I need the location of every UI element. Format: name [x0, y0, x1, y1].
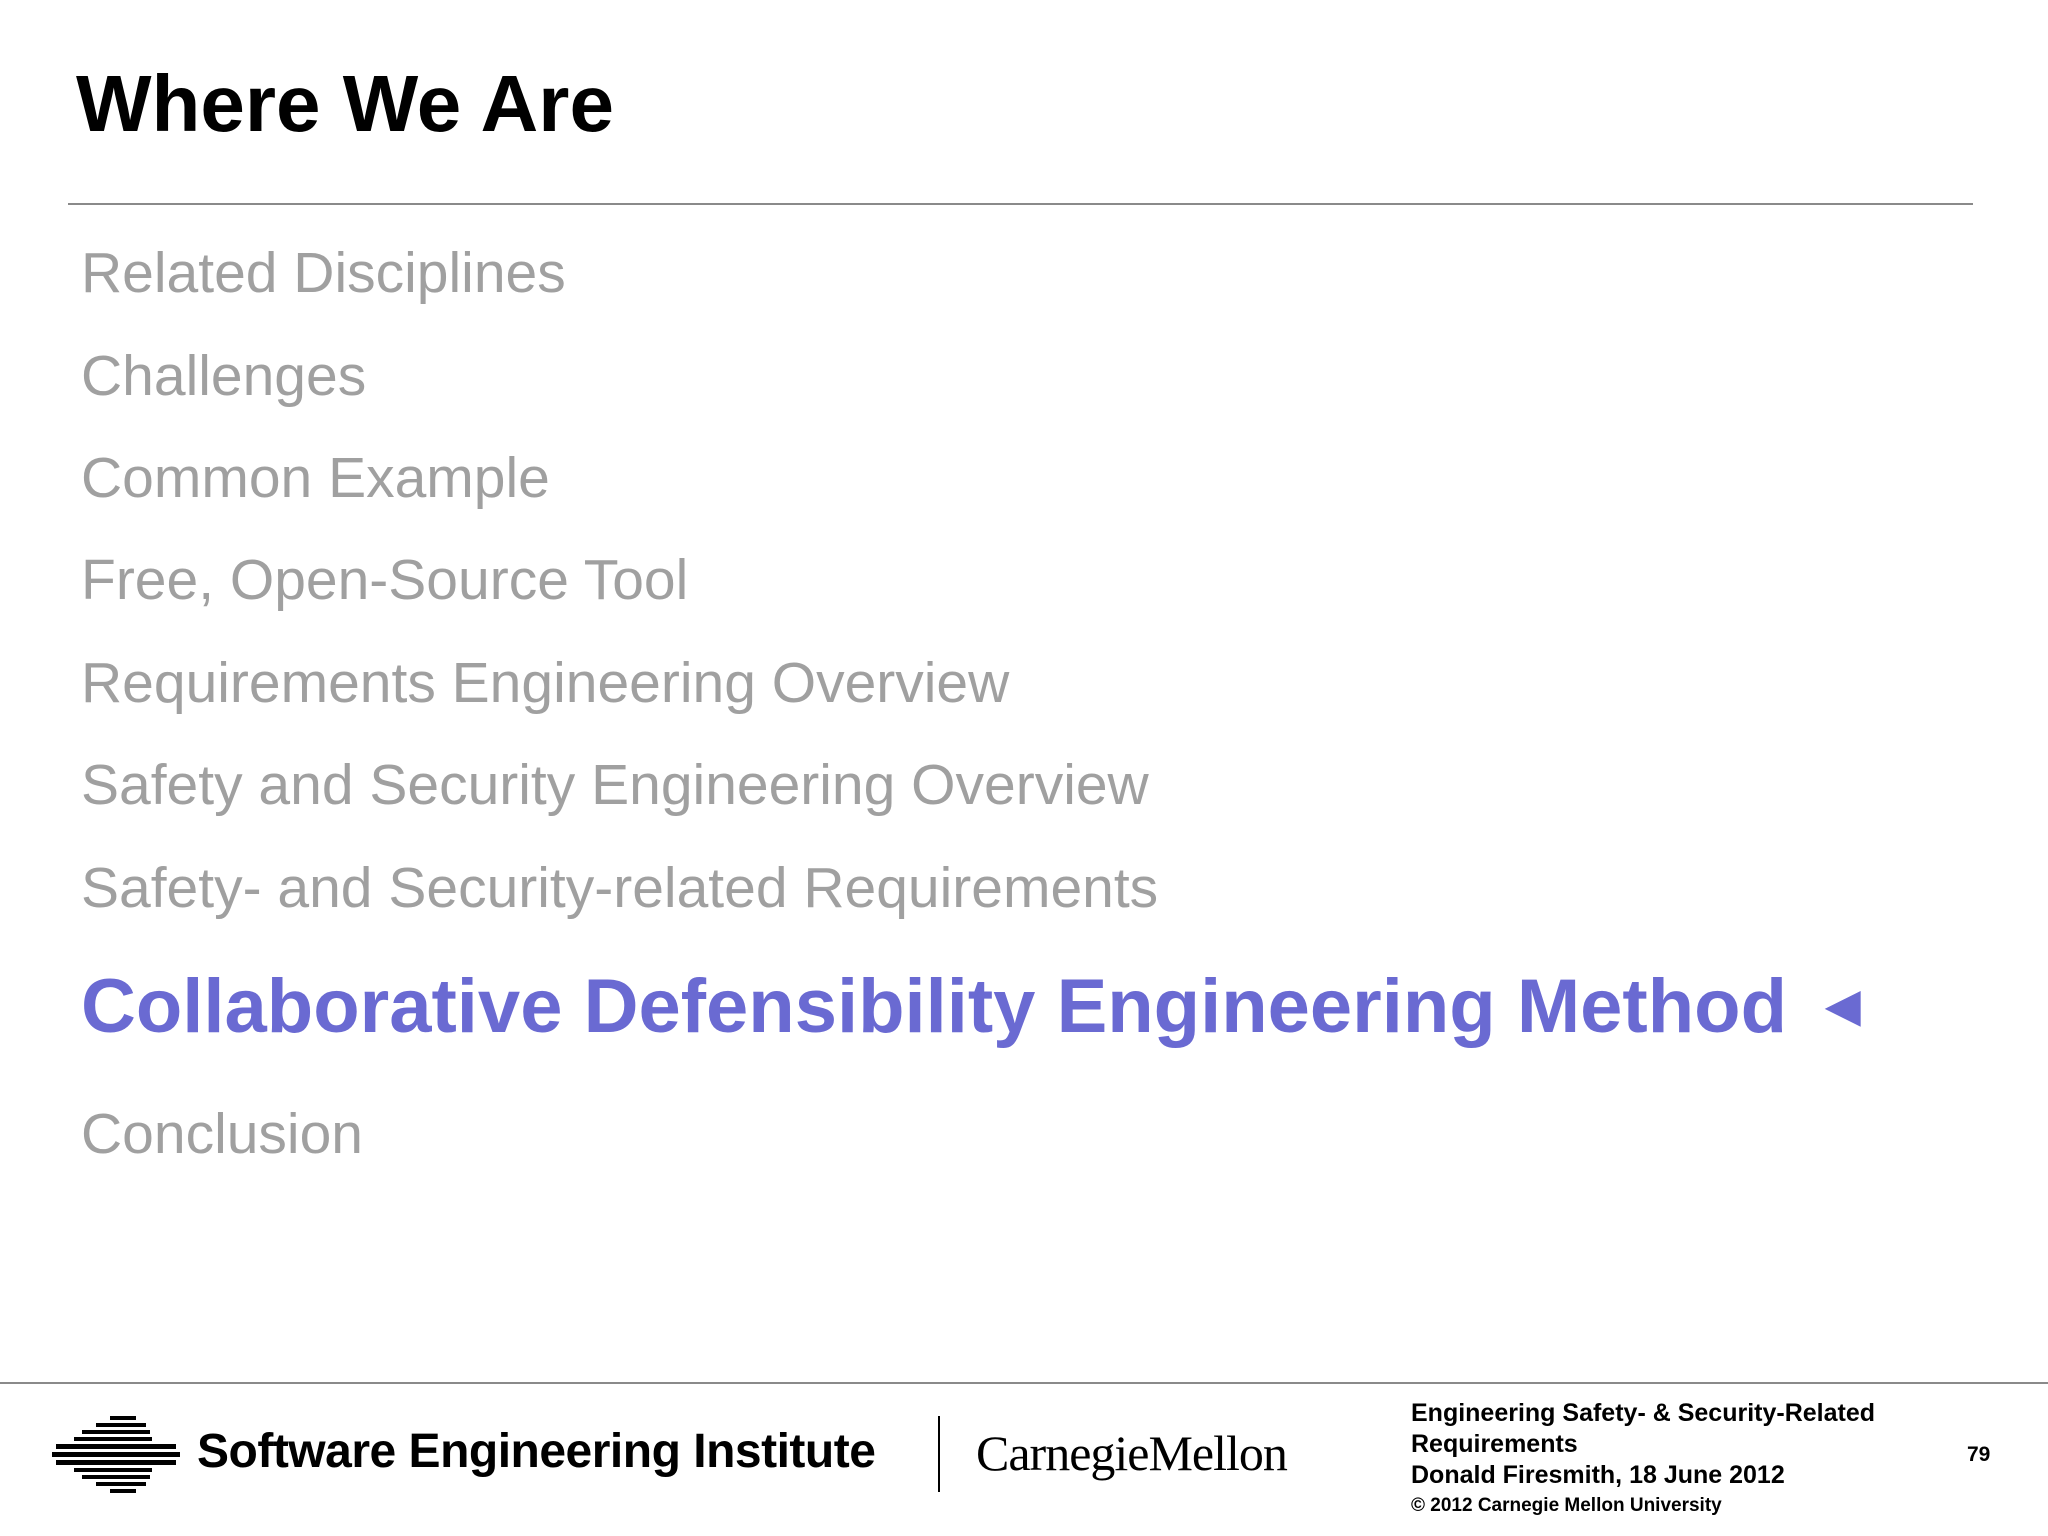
agenda-item-label: Requirements Engineering Overview [81, 651, 1010, 715]
sei-name: Software Engineering Institute [197, 1425, 876, 1478]
agenda-item-label: Free, Open-Source Tool [81, 548, 689, 612]
presentation-title-line-2: Requirements [1411, 1430, 1578, 1458]
agenda-item-label: Safety and Security Engineering Overview [81, 753, 1149, 817]
agenda-item-requirements-engineering-overview [81, 651, 1010, 715]
agenda-item-free-open-source-tool [81, 548, 689, 612]
footer-divider [0, 1382, 2048, 1384]
agenda-item-label: Conclusion [81, 1102, 363, 1166]
logo-divider [938, 1416, 940, 1492]
agenda-item-label: Related Disciplines [81, 241, 566, 305]
agenda-item-challenges [81, 344, 367, 408]
presentation-title-line-1: Engineering Safety- & Security-Related [1411, 1399, 1876, 1427]
agenda-item-related-disciplines [81, 241, 566, 305]
agenda-item-conclusion [81, 1102, 363, 1166]
carnegie-mellon-wordmark: CarnegieMellon [976, 1425, 1287, 1481]
current-section-marker-icon: ◄ [1813, 972, 1873, 1039]
agenda-item-label: Safety- and Security-related Requirements [81, 856, 1159, 920]
agenda-item-common-example [81, 446, 550, 510]
agenda-item-safety-security-engineering-overview [81, 753, 1149, 817]
sei-logo-icon [52, 1414, 180, 1494]
agenda-item-label: Common Example [81, 446, 550, 510]
agenda-item-collaborative-defensibility-engineering-method [81, 964, 1873, 1049]
presentation-info [1411, 1398, 1875, 1491]
agenda-item-safety-security-related-requirements [81, 856, 1159, 920]
author-date: Donald Firesmith, 18 June 2012 [1411, 1461, 1785, 1489]
copyright: © 2012 Carnegie Mellon University [1411, 1495, 1722, 1516]
slide-title: Where We Are [76, 59, 614, 148]
title-divider [68, 203, 1973, 205]
agenda-item-label: Challenges [81, 344, 367, 408]
agenda-item-label: Collaborative Defensibility Engineering Method [81, 964, 1787, 1049]
page-number: 79 [1967, 1443, 1991, 1466]
